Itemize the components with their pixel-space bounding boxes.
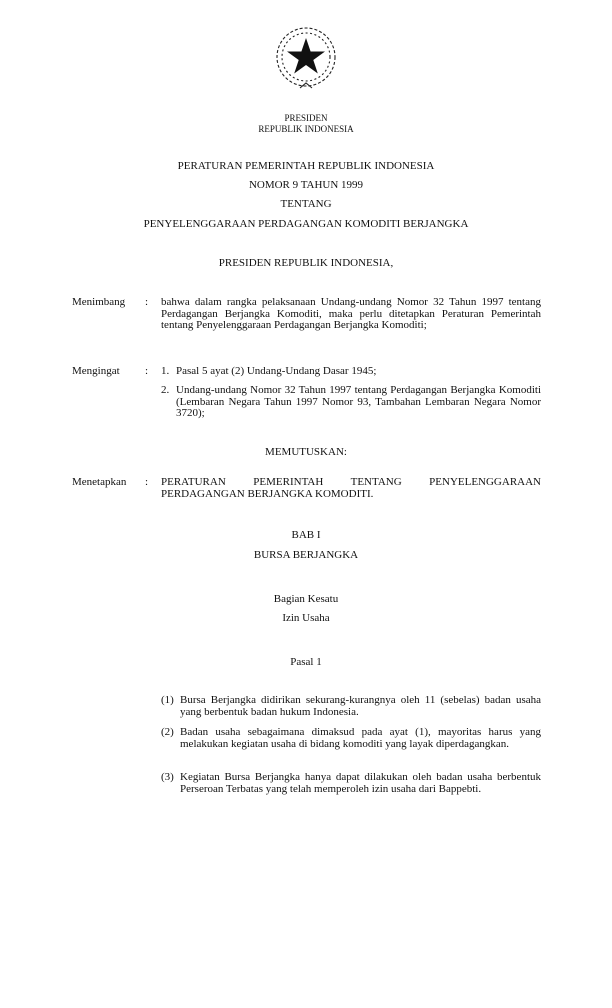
mengingat-label: Mengingat (72, 365, 120, 377)
item-number: 1. (161, 365, 170, 377)
menimbang-label: Menimbang (72, 296, 126, 308)
ayat-text: Badan usaha sebagaimana dimaksud pada ayat (1), mayoritas harus yang melakukan kegiatan usaha di bidang komoditi yang layak diperdagangkan. (180, 726, 541, 750)
mengingat-colon: : (145, 365, 149, 377)
pasal-title: Pasal 1 (290, 656, 322, 668)
item-number: 2. (161, 384, 170, 396)
issuer: PRESIDEN REPUBLIK INDONESIA, (218, 257, 394, 269)
title-line-1: PERATURAN PEMERINTAH REPUBLIK INDONESIA (177, 160, 435, 172)
presidential-emblem-icon (270, 26, 342, 92)
ayat-number: (1) (161, 694, 174, 706)
title-line-3: TENTANG (280, 198, 332, 210)
ayat-item (161, 727, 541, 751)
menetapkan-text: PERATURAN PEMERINTAH TENTANG PENYELENGGARAAN PERDAGANGAN BERJANGKA KOMODITI. (161, 476, 541, 500)
mengingat-item (161, 366, 541, 378)
letterhead-republik: REPUBLIK INDONESIA (258, 124, 354, 134)
ayat-number: (2) (161, 726, 174, 738)
title-line-2: NOMOR 9 TAHUN 1999 (248, 179, 364, 191)
bab-title: BURSA BERJANGKA (253, 549, 359, 561)
menetapkan-colon: : (145, 476, 149, 488)
title-line-4: PENYELENGGARAAN PERDAGANGAN KOMODITI BERJANGKA (143, 218, 469, 230)
letterhead-presiden: PRESIDEN (284, 113, 328, 123)
menimbang-colon: : (145, 296, 149, 308)
bagian-title: Izin Usaha (282, 612, 330, 624)
memutuskan-heading: MEMUTUSKAN: (265, 446, 347, 458)
ayat-item (161, 695, 541, 719)
ayat-text: Kegiatan Bursa Berjangka hanya dapat dilakukan oleh badan usaha berbentuk Perseroan Terbatas yang telah memperoleh izin usaha dari Bappebti. (180, 771, 541, 795)
bab-number: BAB I (291, 529, 321, 541)
menetapkan-label: Menetapkan (72, 476, 127, 488)
ayat-number: (3) (161, 771, 174, 783)
mengingat-item (161, 385, 541, 420)
item-text: Undang-undang Nomor 32 Tahun 1997 tentang Perdagangan Berjangka Komoditi (Lembaran Negara Tahun 1997 Nomor 93, Tambahan Lembaran Negara Nomor 3720); (176, 384, 541, 420)
menimbang-text: bahwa dalam rangka pelaksanaan Undang-undang Nomor 32 Tahun 1997 tentang Perdagangan Berjangka Komoditi, maka perlu ditetapkan Peraturan Pemerintah tentang Penyelenggaraan Perdagangan Berjangka Komoditi; (161, 296, 541, 332)
item-text: Pasal 5 ayat (2) Undang-Undang Dasar 1945; (176, 365, 377, 377)
bagian-number: Bagian Kesatu (273, 593, 339, 605)
ayat-item (161, 772, 541, 796)
ayat-text: Bursa Berjangka didirikan sekurang-kurangnya oleh 11 (sebelas) badan usaha yang berbentuk badan hukum Indonesia. (180, 694, 541, 718)
